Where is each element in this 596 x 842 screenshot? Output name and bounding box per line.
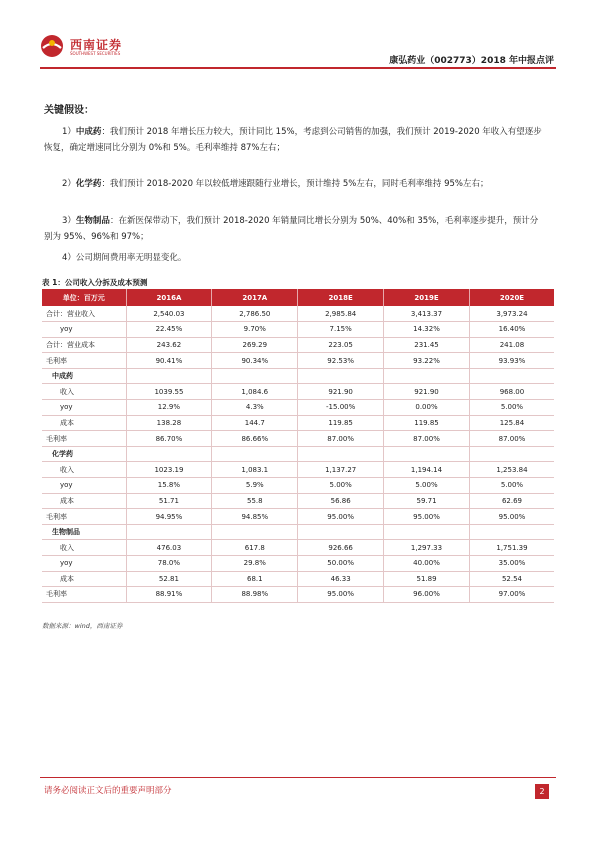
table-cell: 125.84 bbox=[469, 415, 554, 431]
table-cell: 243.62 bbox=[126, 337, 212, 353]
table-unit-header: 单位：百万元 bbox=[42, 289, 126, 306]
table-cell: 5.9% bbox=[212, 478, 298, 494]
table-row-label: 合计：营业收入 bbox=[42, 306, 126, 322]
table-cell: 1,194.14 bbox=[384, 462, 470, 478]
table-cell: 46.33 bbox=[298, 571, 384, 587]
table-cell: 241.08 bbox=[469, 337, 554, 353]
table-cell: 93.22% bbox=[384, 353, 470, 369]
table-category-label: 生物制品 bbox=[42, 524, 126, 540]
table-cell: 7.15% bbox=[298, 322, 384, 338]
table-cell: 93.93% bbox=[469, 353, 554, 369]
assumption-paragraph-2 bbox=[44, 176, 544, 192]
table-row bbox=[42, 306, 554, 322]
table-row bbox=[42, 509, 554, 525]
table-cell: 68.1 bbox=[212, 571, 298, 587]
table-cell bbox=[126, 524, 212, 540]
table-cell: 97.00% bbox=[469, 587, 554, 603]
table-row-label: yoy bbox=[42, 556, 126, 572]
table-row bbox=[42, 368, 554, 384]
table-cell bbox=[469, 524, 554, 540]
report-title: 康弘药业（002773）2018 年中报点评 bbox=[389, 56, 554, 66]
table-cell: 56.86 bbox=[298, 493, 384, 509]
table-cell: 223.05 bbox=[298, 337, 384, 353]
table-cell: 144.7 bbox=[212, 415, 298, 431]
table-cell: 86.70% bbox=[126, 431, 212, 447]
table-cell: 138.28 bbox=[126, 415, 212, 431]
table-cell: 62.69 bbox=[469, 493, 554, 509]
table-cell: 92.53% bbox=[298, 353, 384, 369]
table-cell: 59.71 bbox=[384, 493, 470, 509]
table-cell: 96.00% bbox=[384, 587, 470, 603]
table-row bbox=[42, 384, 554, 400]
table-cell bbox=[469, 446, 554, 462]
table-year-header: 2019E bbox=[384, 289, 470, 306]
table-cell bbox=[212, 368, 298, 384]
table-row bbox=[42, 400, 554, 416]
table-cell: 95.00% bbox=[298, 509, 384, 525]
p1-prefix: 1） bbox=[62, 127, 76, 137]
table-cell bbox=[126, 368, 212, 384]
table-cell: 0.00% bbox=[384, 400, 470, 416]
table-cell: 22.45% bbox=[126, 322, 212, 338]
page-number: 2 bbox=[535, 784, 549, 799]
table-row bbox=[42, 415, 554, 431]
table-row bbox=[42, 353, 554, 369]
table-cell: 51.89 bbox=[384, 571, 470, 587]
revenue-cost-table bbox=[42, 289, 554, 603]
table-cell: 50.00% bbox=[298, 556, 384, 572]
table-cell: 2,540.03 bbox=[126, 306, 212, 322]
table-cell: 2,985.84 bbox=[298, 306, 384, 322]
table-cell bbox=[298, 524, 384, 540]
table-row-label: yoy bbox=[42, 322, 126, 338]
table-cell: 1,253.84 bbox=[469, 462, 554, 478]
table-cell: 87.00% bbox=[469, 431, 554, 447]
table-cell: 14.32% bbox=[384, 322, 470, 338]
table-row-label: 成本 bbox=[42, 415, 126, 431]
table-row bbox=[42, 337, 554, 353]
table-cell: -15.00% bbox=[298, 400, 384, 416]
assumption-paragraph-1 bbox=[44, 124, 544, 156]
table-cell bbox=[212, 446, 298, 462]
table-row bbox=[42, 556, 554, 572]
table-cell: 968.00 bbox=[469, 384, 554, 400]
table-row-label: 毛利率 bbox=[42, 431, 126, 447]
table-cell: 119.85 bbox=[298, 415, 384, 431]
p3-prefix: 3） bbox=[62, 216, 76, 226]
logo-mark-icon bbox=[40, 34, 64, 58]
table-row-label: 毛利率 bbox=[42, 587, 126, 603]
table-cell: 1,297.33 bbox=[384, 540, 470, 556]
table-row bbox=[42, 322, 554, 338]
assumption-paragraph-4: 4）公司期间费用率无明显变化。 bbox=[62, 253, 187, 263]
table-cell: 1,084.6 bbox=[212, 384, 298, 400]
table-cell bbox=[298, 368, 384, 384]
table-cell: 90.34% bbox=[212, 353, 298, 369]
table-cell: 87.00% bbox=[298, 431, 384, 447]
table-cell: 95.00% bbox=[384, 509, 470, 525]
table-cell: 51.71 bbox=[126, 493, 212, 509]
table-year-header: 2020E bbox=[469, 289, 554, 306]
table-cell bbox=[384, 446, 470, 462]
table-cell: 15.8% bbox=[126, 478, 212, 494]
table-cell: 1,751.39 bbox=[469, 540, 554, 556]
table-row bbox=[42, 493, 554, 509]
header-divider bbox=[40, 67, 556, 69]
table-cell: 269.29 bbox=[212, 337, 298, 353]
table-cell: 119.85 bbox=[384, 415, 470, 431]
table-cell: 231.45 bbox=[384, 337, 470, 353]
table-cell: 35.00% bbox=[469, 556, 554, 572]
footer-divider bbox=[40, 777, 556, 778]
table-row-label: yoy bbox=[42, 478, 126, 494]
table-cell: 94.95% bbox=[126, 509, 212, 525]
table-row-label: 毛利率 bbox=[42, 509, 126, 525]
table-cell: 95.00% bbox=[298, 587, 384, 603]
table-cell bbox=[298, 446, 384, 462]
table-cell: 16.40% bbox=[469, 322, 554, 338]
table-cell: 40.00% bbox=[384, 556, 470, 572]
table-cell: 87.00% bbox=[384, 431, 470, 447]
p1-label: 中成药 bbox=[75, 127, 102, 137]
table-cell bbox=[212, 524, 298, 540]
section-heading: 关键假设： bbox=[44, 105, 94, 116]
table-cell: 926.66 bbox=[298, 540, 384, 556]
table-row-label: 收入 bbox=[42, 540, 126, 556]
table-cell: 52.81 bbox=[126, 571, 212, 587]
table-row-label: 收入 bbox=[42, 384, 126, 400]
table-cell: 1,083.1 bbox=[212, 462, 298, 478]
table-header-row bbox=[42, 289, 554, 306]
table-cell: 1023.19 bbox=[126, 462, 212, 478]
table-cell: 12.9% bbox=[126, 400, 212, 416]
table-cell: 921.90 bbox=[384, 384, 470, 400]
table-row bbox=[42, 524, 554, 540]
table-row bbox=[42, 571, 554, 587]
table-cell: 78.0% bbox=[126, 556, 212, 572]
table-cell: 9.70% bbox=[212, 322, 298, 338]
table-cell bbox=[126, 446, 212, 462]
table-cell: 1039.55 bbox=[126, 384, 212, 400]
table-cell: 55.8 bbox=[212, 493, 298, 509]
logo-text-en: SOUTHWEST SECURITIES bbox=[70, 51, 121, 56]
table-cell: 88.98% bbox=[212, 587, 298, 603]
table-category-label: 中成药 bbox=[42, 368, 126, 384]
table-cell: 3,413.37 bbox=[384, 306, 470, 322]
logo-text-cn: 西南证券 bbox=[70, 38, 123, 52]
table-category-label: 化学药 bbox=[42, 446, 126, 462]
table-row-label: 成本 bbox=[42, 571, 126, 587]
table-cell: 86.66% bbox=[212, 431, 298, 447]
table-cell bbox=[384, 368, 470, 384]
p3-text: ：在新医保带动下，我们预计 2018-2020 年销量同比增长分别为 50%、40%和 35%，毛利率逐步提升，预计分别为 95%、96%和 97%； bbox=[44, 216, 539, 242]
table-caption: 表 1：公司收入分拆及成本预测 bbox=[42, 278, 148, 287]
table-row bbox=[42, 540, 554, 556]
table-cell: 476.03 bbox=[126, 540, 212, 556]
assumption-paragraph-3 bbox=[44, 213, 544, 245]
table-cell: 5.00% bbox=[469, 478, 554, 494]
table-cell: 88.91% bbox=[126, 587, 212, 603]
table-cell: 90.41% bbox=[126, 353, 212, 369]
table-year-header: 2016A bbox=[126, 289, 212, 306]
page-header bbox=[0, 0, 596, 72]
table-cell: 95.00% bbox=[469, 509, 554, 525]
table-cell: 1,137.27 bbox=[298, 462, 384, 478]
table-row bbox=[42, 431, 554, 447]
table-cell: 617.8 bbox=[212, 540, 298, 556]
table-cell: 29.8% bbox=[212, 556, 298, 572]
table-row-label: 毛利率 bbox=[42, 353, 126, 369]
footer-disclaimer: 请务必阅读正文后的重要声明部分 bbox=[44, 786, 172, 796]
table-row bbox=[42, 446, 554, 462]
table-row-label: yoy bbox=[42, 400, 126, 416]
p2-prefix: 2） bbox=[62, 179, 76, 189]
table-row-label: 合计：营业成本 bbox=[42, 337, 126, 353]
table-cell: 5.00% bbox=[384, 478, 470, 494]
table-cell bbox=[469, 368, 554, 384]
table-cell: 94.85% bbox=[212, 509, 298, 525]
p3-label: 生物制品 bbox=[75, 216, 110, 226]
table-row bbox=[42, 478, 554, 494]
table-cell bbox=[384, 524, 470, 540]
p2-text: ：我们预计 2018-2020 年以较低增速跟随行业增长，预计维持 5%左右，同时毛利率维持 95%左右； bbox=[101, 179, 489, 189]
table-row bbox=[42, 587, 554, 603]
table-cell: 921.90 bbox=[298, 384, 384, 400]
table-source: 数据来源：wind，西南证券 bbox=[42, 622, 123, 630]
table-row-label: 成本 bbox=[42, 493, 126, 509]
table-row bbox=[42, 462, 554, 478]
table-cell: 52.54 bbox=[469, 571, 554, 587]
table-cell: 3,973.24 bbox=[469, 306, 554, 322]
p2-label: 化学药 bbox=[75, 179, 102, 189]
table-cell: 4.3% bbox=[212, 400, 298, 416]
p1-text: ：我们预计 2018 年增长压力较大，预计同比 15%，考虑到公司销售的加强，我们预计 2019-2020 年收入有望逐步恢复，确定增速同比分别为 0%和 5%。毛利率维持 87%左右； bbox=[44, 127, 542, 153]
table-year-header: 2017A bbox=[212, 289, 298, 306]
table-cell: 5.00% bbox=[469, 400, 554, 416]
table-cell: 2,786.50 bbox=[212, 306, 298, 322]
company-logo bbox=[40, 34, 160, 62]
table-cell: 5.00% bbox=[298, 478, 384, 494]
table-year-header: 2018E bbox=[298, 289, 384, 306]
table-row-label: 收入 bbox=[42, 462, 126, 478]
